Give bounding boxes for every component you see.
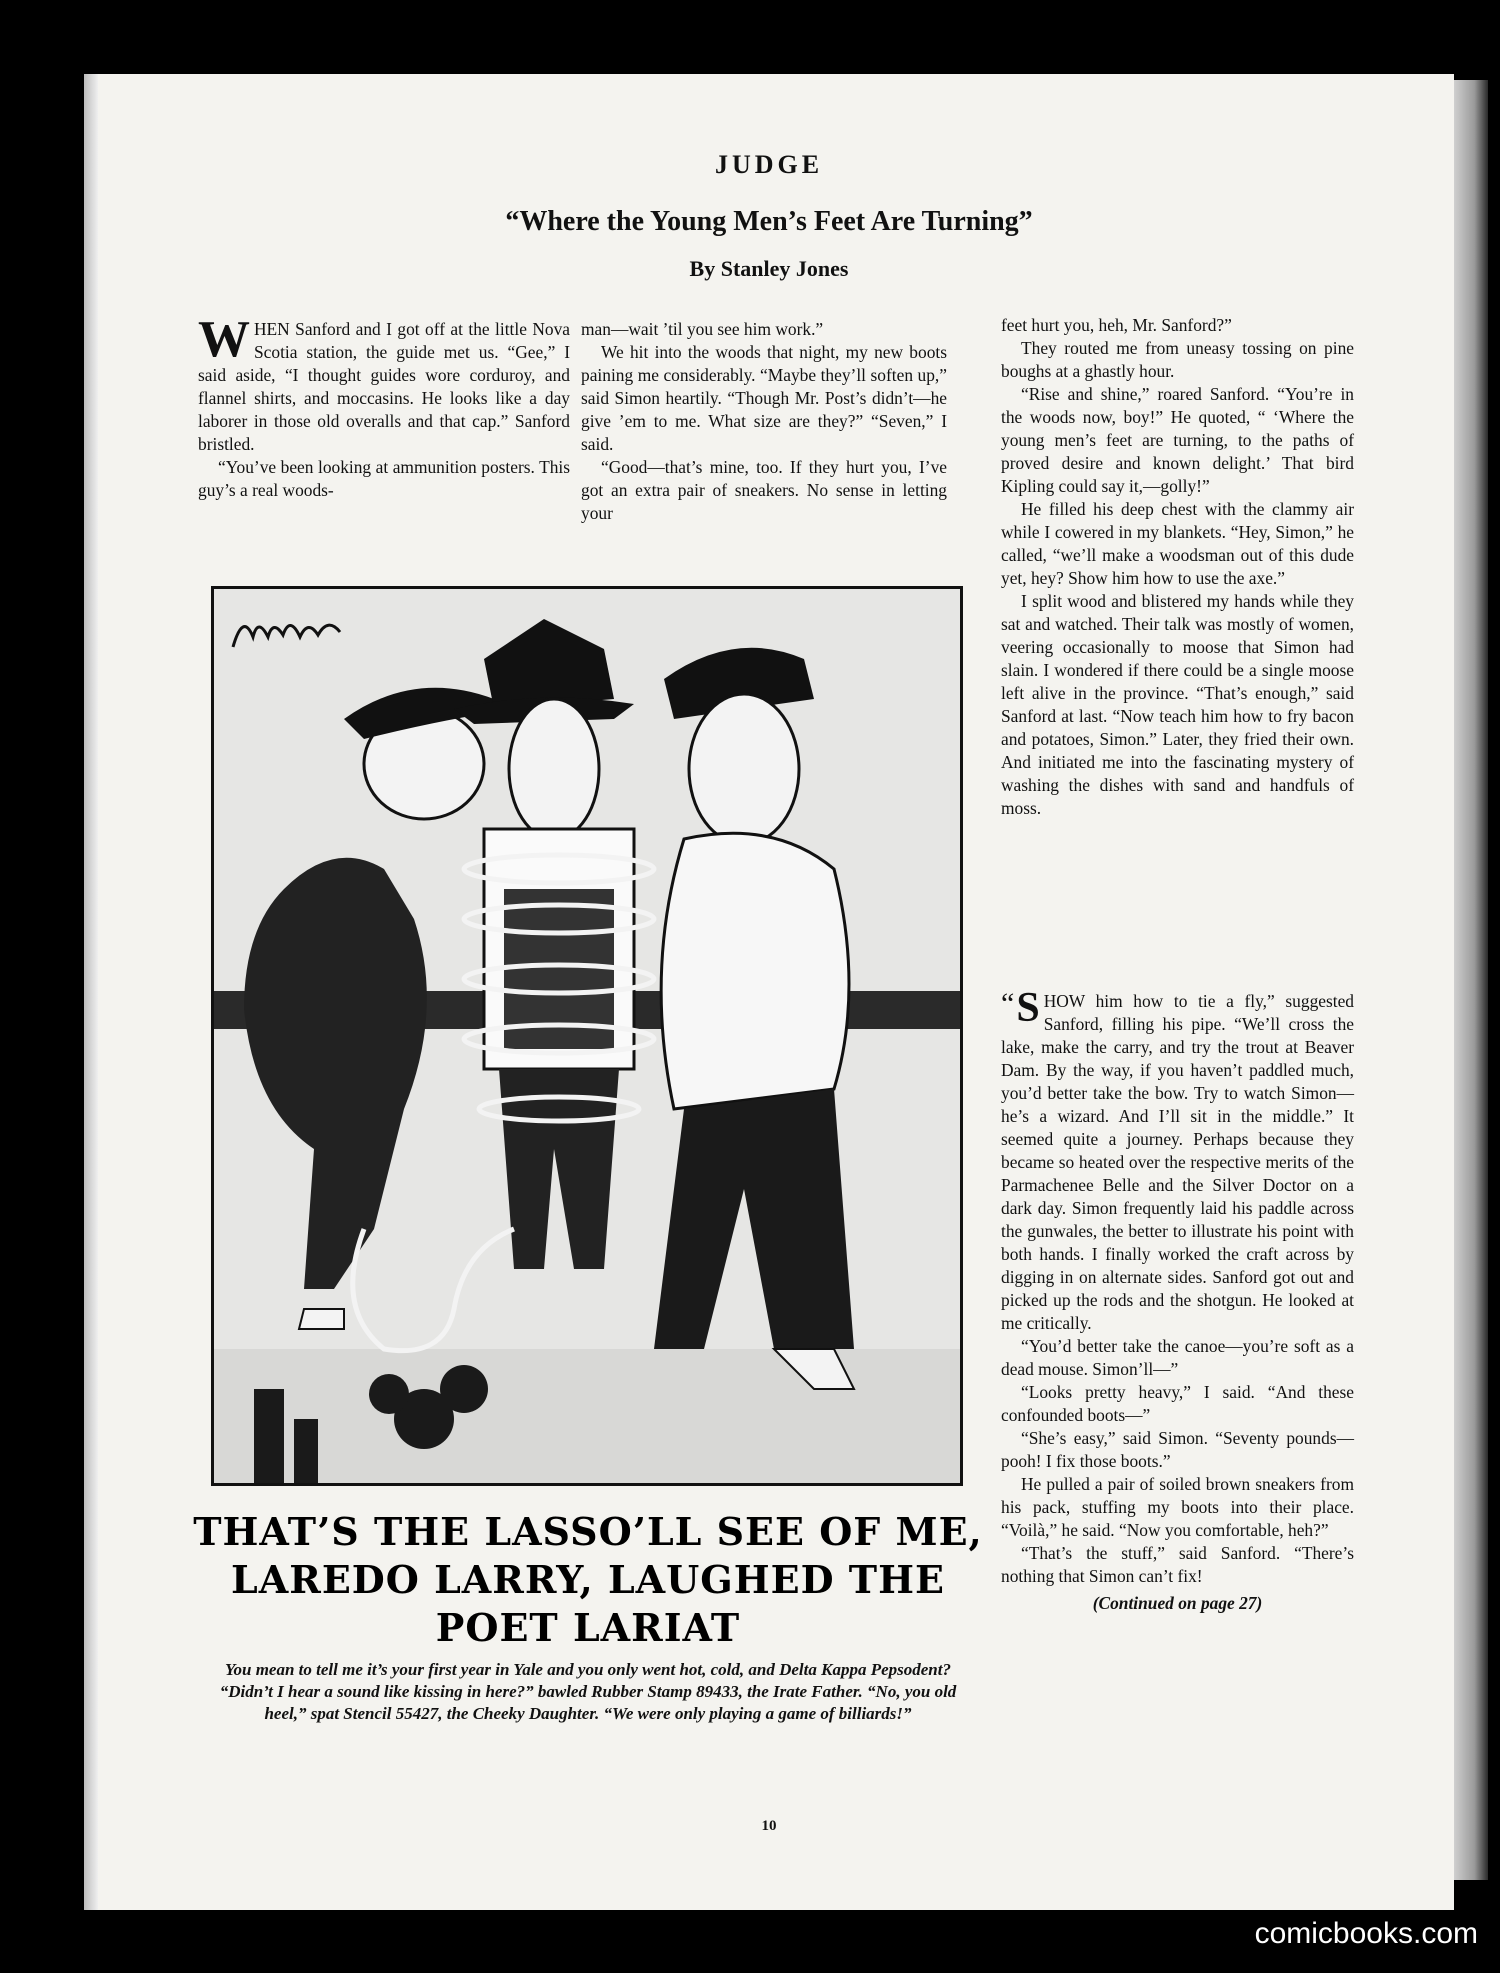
page-edge-shadow — [1454, 80, 1488, 1880]
article-column-3-continued — [1001, 985, 1354, 1615]
article-column-3 — [1001, 314, 1354, 820]
artist-signature — [228, 607, 348, 657]
site-watermark: comicbooks.com — [1254, 1917, 1478, 1950]
paragraph-text: HOW him how to tie a fly,” suggested Sanford, filling his pipe. “We’ll cross the lake, make the carry, and try the trout at Beaver Dam. By the way, if you haven’t paddled much, you’d better take the bow. Try to watch Simon—he’s a wizard. And I’ll sit in the middle.” It seemed quite a journey. Perhaps because they became so heated over the respective merits of the Parmachenee Belle and the Silver Doctor on a dark day. Simon frequently laid his paddle across the gunwales, the better to illustrate his point with both hands. I finally worked the craft across by digging in on alternate sides. Sanford got out and picked up the rods and the shotgun. He looked at me critically. — [1001, 991, 1354, 1333]
paragraph: “Good—that’s mine, too. If they hurt you, I’ve got an extra pair of sneakers. No sense in letting your — [581, 457, 947, 523]
paragraph — [198, 311, 570, 456]
article-column-2 — [581, 318, 947, 525]
paragraph: He pulled a pair of soiled brown sneakers from his pack, stuffing my boots into their place. “Voilà,” he said. “Now you comfortable, heh?” — [1001, 1474, 1354, 1540]
paragraph: “You’d better take the canoe—you’re soft as a dead mouse. Simon’ll—” — [1001, 1336, 1354, 1379]
paragraph: We hit into the woods that night, my new boots paining me considerably. “Maybe they’ll soften up,” said Simon heartily. “Though Mr. Post’s didn’t—he give ’em to me. What size are they?” “Seven,” I said. — [581, 342, 947, 454]
open-quote: “ — [1001, 987, 1015, 1020]
cartoon-caption-headline: THAT’S THE LASSO’LL SEE OF ME, LAREDO LARRY, LAUGHED THE POET LARIAT — [193, 1509, 983, 1650]
drop-cap: W — [198, 311, 250, 368]
article-headline: “Where the Young Men’s Feet Are Turning” — [505, 206, 1033, 237]
paragraph: “She’s easy,” said Simon. “Seventy pounds—pooh! I fix those boots.” — [1001, 1428, 1354, 1471]
article-byline: By Stanley Jones — [689, 256, 849, 281]
drop-cap: S — [1016, 985, 1040, 1031]
masthead: JUDGE — [714, 150, 824, 179]
paragraph: man—wait ’til you see him work.” — [581, 319, 824, 339]
cartoon-caption-text: You mean to tell me it’s your first year in Yale and you only went hot, cold, and Delta Kappa Pepsodent? “Didn’t I hear a sound like kissing in here?” bawled Rubber Stamp 89433, the Irate Father. “No, you old heel,” spat Stencil 55427, the Cheeky Daughter. “We were only playing a game of billiards!” — [219, 1660, 957, 1723]
page-number: 10 — [761, 1818, 777, 1834]
paragraph: “Looks pretty heavy,” I said. “And these confounded boots—” — [1001, 1382, 1354, 1425]
cartoon-illustration — [211, 586, 963, 1486]
paragraph-text: HEN Sanford and I got off at the little Nova Scotia station, the guide met us. “Gee,” I said aside, “I thought guides wore corduroy, and flannel shirts, and moccasins. He looks like a day laborer in those old overalls and that cap.” Sanford bristled. — [198, 319, 570, 454]
magazine-page — [84, 74, 1454, 1910]
paragraph: “That’s the stuff,” said Sanford. “There’s nothing that Simon can’t fix! — [1001, 1543, 1354, 1586]
article-column-1 — [198, 311, 570, 502]
page-binding-edge — [84, 74, 98, 1910]
paragraph: He filled his deep chest with the clammy air while I cowered in my blankets. “Hey, Simon,” he called, “we’ll make a woodsman out of this dude yet, hey? Show him how to use the axe.” — [1001, 499, 1354, 588]
continued-note: (Continued on page 27) — [1092, 1593, 1263, 1613]
paragraph: They routed me from uneasy tossing on pine boughs at a ghastly hour. — [1001, 338, 1354, 381]
paragraph: I split wood and blistered my hands while they sat and watched. Their talk was mostly of women, veering occasionally to moose that Simon had slain. I wondered if there could be a single moose left alive in the province. “That’s enough,” said Sanford at last. “Now teach him how to fry bacon and potatoes, Simon.” Later, they fried their own. And initiated me into the fascinating mystery of washing the dishes with sand and handfuls of moss. — [1001, 591, 1354, 818]
paragraph: “You’ve been looking at ammunition posters. This guy’s a real woods- — [198, 457, 570, 500]
cartoon-drawing — [214, 589, 960, 1483]
paragraph: “Rise and shine,” roared Sanford. “You’re in the woods now, boy!” He quoted, “ ‘Where the young men’s feet are turning, to the paths of proved desire and known delight.’ That bird Kipling could say it,—golly!” — [1001, 384, 1354, 496]
paragraph: feet hurt you, heh, Mr. Sanford?” — [1001, 315, 1232, 335]
paragraph — [1001, 985, 1354, 1335]
